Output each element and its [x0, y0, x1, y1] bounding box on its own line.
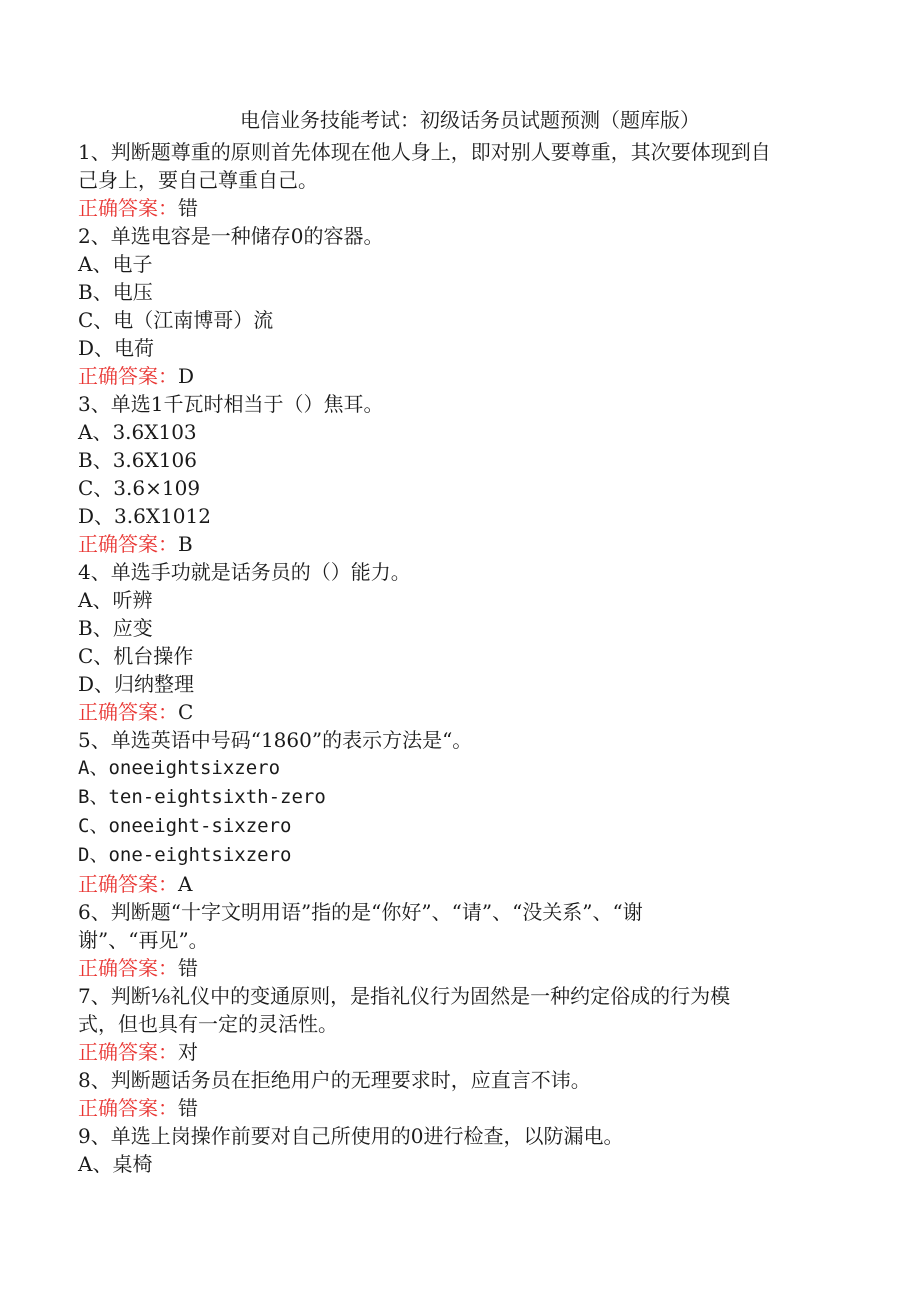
correct-answer [78, 954, 838, 982]
answer-option: C、oneeight-sixzero [78, 815, 292, 837]
answer-option: B、ten-eightsixth-zero [78, 786, 326, 808]
question-block [78, 138, 838, 222]
answer-option: B、3.6X106 [78, 448, 197, 472]
answer-option: A、oneeightsixzero [78, 757, 281, 779]
question-text: 6、判断题“十字文明用语”指的是“你好”、“请”、“没关系”、“谢 [78, 900, 643, 924]
question-text: 谢”、“再见”。 [78, 928, 209, 952]
correct-answer-value: 对 [178, 1040, 198, 1064]
question-list [78, 138, 838, 1178]
correct-answer [78, 194, 838, 222]
answer-option: A、电子 [78, 252, 153, 276]
question-block [78, 982, 838, 1066]
correct-answer-label: 正确答案： [78, 532, 178, 556]
correct-answer-label: 正确答案： [78, 1040, 178, 1064]
document-page [78, 106, 838, 1178]
question-block [78, 1066, 838, 1122]
answer-option: D、3.6X1012 [78, 504, 211, 528]
correct-answer-value: A [178, 872, 193, 896]
answer-option: C、电（江南博哥）流 [78, 308, 274, 332]
answer-option: B、电压 [78, 280, 153, 304]
correct-answer [78, 1094, 838, 1122]
answer-option: A、听辨 [78, 588, 153, 612]
correct-answer [78, 1038, 838, 1066]
correct-answer-label: 正确答案： [78, 700, 178, 724]
answer-option: D、one-eightsixzero [78, 844, 292, 866]
answer-option: D、电荷 [78, 336, 155, 360]
question-block [78, 222, 838, 390]
question-text: 8、判断题话务员在拒绝用户的无理要求时，应直言不讳。 [78, 1068, 591, 1092]
question-text: 7、判断⅛礼仪中的变通原则，是指礼仪行为固然是一种约定俗成的行为模 [78, 984, 731, 1008]
question-text: 式，但也具有一定的灵活性。 [78, 1012, 338, 1036]
question-text: 1、判断题尊重的原则首先体现在他人身上，即对别人要尊重，其次要体现到自 [78, 140, 771, 164]
question-text: 3、单选1千瓦时相当于（）焦耳。 [78, 392, 384, 416]
correct-answer-label: 正确答案： [78, 364, 178, 388]
question-text: 己身上，要自己尊重自己。 [78, 168, 318, 192]
correct-answer [78, 870, 838, 898]
correct-answer-value: B [178, 532, 193, 556]
correct-answer [78, 698, 838, 726]
document-title: 电信业务技能考试：初级话务员试题预测（题库版） [240, 108, 700, 132]
correct-answer-label: 正确答案： [78, 196, 178, 220]
correct-answer [78, 530, 838, 558]
answer-option: A、桌椅 [78, 1152, 153, 1176]
question-text: 5、单选英语中号码“1860”的表示方法是“。 [78, 728, 473, 752]
answer-option: D、归纳整理 [78, 672, 195, 696]
correct-answer-value: C [178, 700, 194, 724]
question-text: 9、单选上岗操作前要对自己所使用的0进行检查，以防漏电。 [78, 1124, 624, 1148]
correct-answer [78, 362, 838, 390]
question-block [78, 898, 838, 982]
answer-option: C、机台操作 [78, 644, 194, 668]
question-block [78, 558, 838, 726]
question-text: 2、单选电容是一种储存0的容器。 [78, 224, 384, 248]
correct-answer-value: D [178, 364, 195, 388]
question-block [78, 390, 838, 558]
question-block [78, 1122, 838, 1178]
correct-answer-value: 错 [178, 196, 198, 220]
answer-option: B、应变 [78, 616, 153, 640]
correct-answer-label: 正确答案： [78, 956, 178, 980]
correct-answer-label: 正确答案： [78, 872, 178, 896]
question-text: 4、单选手功就是话务员的（）能力。 [78, 560, 411, 584]
answer-option: C、3.6×109 [78, 476, 201, 500]
question-block [78, 726, 838, 898]
correct-answer-label: 正确答案： [78, 1096, 178, 1120]
answer-option: A、3.6X103 [78, 420, 197, 444]
correct-answer-value: 错 [178, 956, 198, 980]
correct-answer-value: 错 [178, 1096, 198, 1120]
